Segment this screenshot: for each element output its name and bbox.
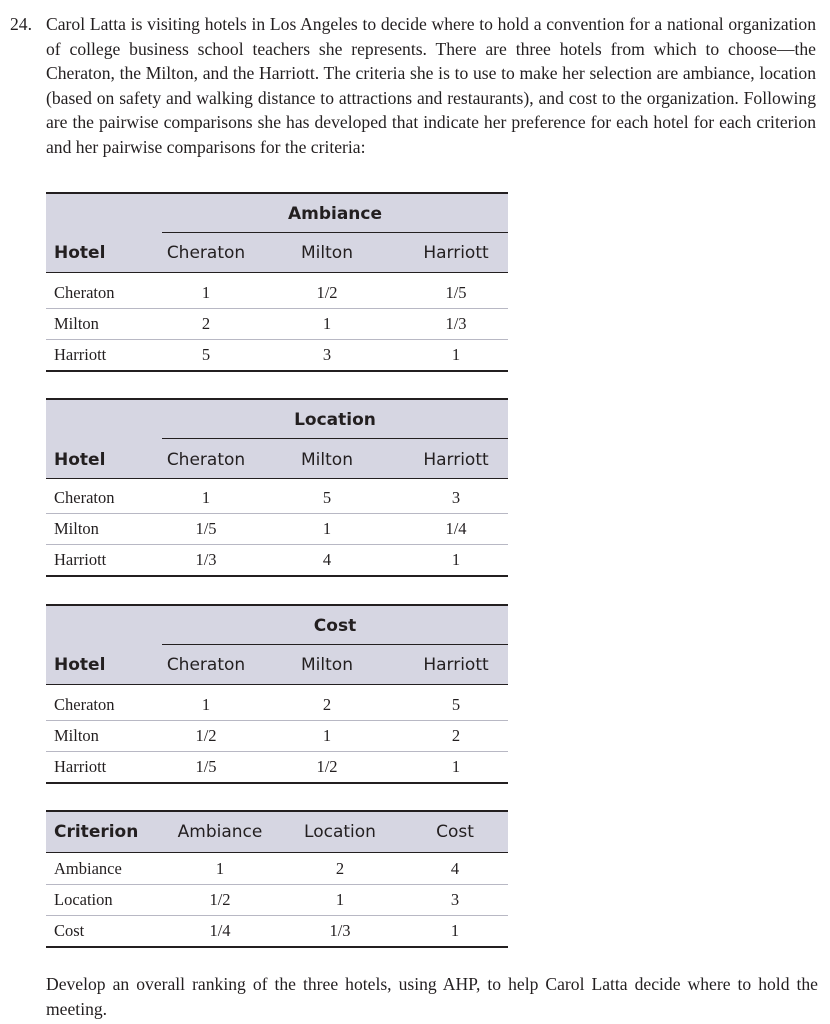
column-header: Cost — [436, 822, 474, 842]
table-row — [46, 915, 508, 946]
cell: 2 — [322, 695, 332, 714]
location-table — [46, 398, 508, 577]
column-header: Harriott — [423, 655, 489, 675]
cell: 4 — [322, 550, 332, 569]
column-header: Harriott — [423, 243, 489, 263]
cell: 1/2 — [316, 757, 338, 776]
cell: 1/3 — [329, 921, 351, 940]
criteria-table — [46, 810, 508, 948]
row-label: Location — [54, 890, 113, 909]
cell: 3 — [451, 488, 461, 507]
header-divider — [162, 232, 508, 233]
cell: 1/4 — [209, 921, 231, 940]
column-header: Cheraton — [166, 655, 246, 675]
cell: 1/5 — [195, 519, 217, 538]
row-label: Cheraton — [54, 488, 115, 507]
table-row — [46, 720, 508, 751]
cell: 1 — [335, 890, 345, 909]
cell: 3 — [322, 345, 332, 364]
table-row — [46, 751, 508, 782]
table-header — [46, 604, 508, 685]
corner-header: Hotel — [54, 450, 106, 470]
table-title: Location — [294, 410, 376, 430]
row-label: Harriott — [54, 757, 107, 776]
cell: 1 — [215, 859, 225, 878]
table-row — [46, 690, 508, 720]
cell: 1/5 — [195, 757, 217, 776]
row-label: Ambiance — [54, 859, 122, 878]
column-header: Milton — [301, 655, 353, 675]
column-header: Cheraton — [166, 450, 246, 470]
table-row — [46, 483, 508, 513]
problem-statement — [10, 12, 816, 160]
cell: 1 — [322, 519, 332, 538]
table-row — [46, 339, 508, 370]
instruction-text: Develop an overall ranking of the three hotels, using AHP, to help Carol Latta decide where to hold the meeting. — [46, 974, 818, 1019]
cell: 1 — [322, 726, 332, 745]
corner-header: Criterion — [54, 822, 139, 842]
cell: 5 — [201, 345, 211, 364]
cost-table — [46, 604, 508, 784]
cell: 1 — [450, 921, 460, 940]
cell: 3 — [450, 890, 460, 909]
table-title: Cost — [313, 616, 357, 636]
table-header — [46, 398, 508, 479]
table-row — [46, 513, 508, 544]
cell: 1 — [451, 345, 461, 364]
column-header: Milton — [301, 243, 353, 263]
problem-text: Carol Latta is visiting hotels in Los Angeles to decide where to hold a convention for a national organization of college business school teachers she represents. There are three hotels from which to choose—the Cheraton, the Milton, and the Harriott. The criteria she is to use to make her selection are ambiance, location (based on safety and walking distance to attractions and restaurants), and cost to the organization. Following are the pairwise comparisons she has developed that indicate her preference for each hotel for each criterion and her pairwise comparisons for the criteria: — [46, 14, 816, 157]
row-label: Milton — [54, 726, 99, 745]
row-label: Cheraton — [54, 695, 115, 714]
row-label: Harriott — [54, 550, 107, 569]
row-label: Cost — [54, 921, 85, 940]
cell: 5 — [451, 695, 461, 714]
table-title: Ambiance — [287, 204, 383, 224]
cell: 1/4 — [445, 519, 467, 538]
cell: 2 — [335, 859, 345, 878]
cell: 1 — [322, 314, 332, 333]
cell: 1 — [201, 695, 211, 714]
table-row — [46, 854, 508, 884]
cell: 1 — [451, 757, 461, 776]
cell: 1 — [201, 488, 211, 507]
table-row — [46, 884, 508, 915]
cell: 2 — [201, 314, 211, 333]
ambiance-table — [46, 192, 508, 372]
problem-number: 24. — [10, 14, 32, 34]
table-header — [46, 810, 508, 853]
column-header: Ambiance — [177, 822, 263, 842]
corner-header: Hotel — [54, 243, 106, 263]
cell: 1/5 — [445, 283, 467, 302]
cell: 2 — [451, 726, 461, 745]
table-row — [46, 544, 508, 575]
column-header: Harriott — [423, 450, 489, 470]
cell: 1 — [451, 550, 461, 569]
header-divider — [162, 438, 508, 439]
table-row — [46, 278, 508, 308]
column-header: Milton — [301, 450, 353, 470]
row-label: Milton — [54, 314, 99, 333]
row-label: Milton — [54, 519, 99, 538]
cell: 4 — [450, 859, 460, 878]
corner-header: Hotel — [54, 655, 106, 675]
cell: 1/3 — [195, 550, 217, 569]
header-divider — [162, 644, 508, 645]
column-header: Cheraton — [166, 243, 246, 263]
table-header — [46, 192, 508, 273]
cell: 1/2 — [316, 283, 338, 302]
column-header: Location — [304, 822, 376, 842]
cell: 1/3 — [445, 314, 467, 333]
cell: 1 — [201, 283, 211, 302]
row-label: Harriott — [54, 345, 107, 364]
cell: 1/2 — [195, 726, 217, 745]
row-label: Cheraton — [54, 283, 115, 302]
table-row — [46, 308, 508, 339]
cell: 5 — [322, 488, 332, 507]
cell: 1/2 — [209, 890, 231, 909]
